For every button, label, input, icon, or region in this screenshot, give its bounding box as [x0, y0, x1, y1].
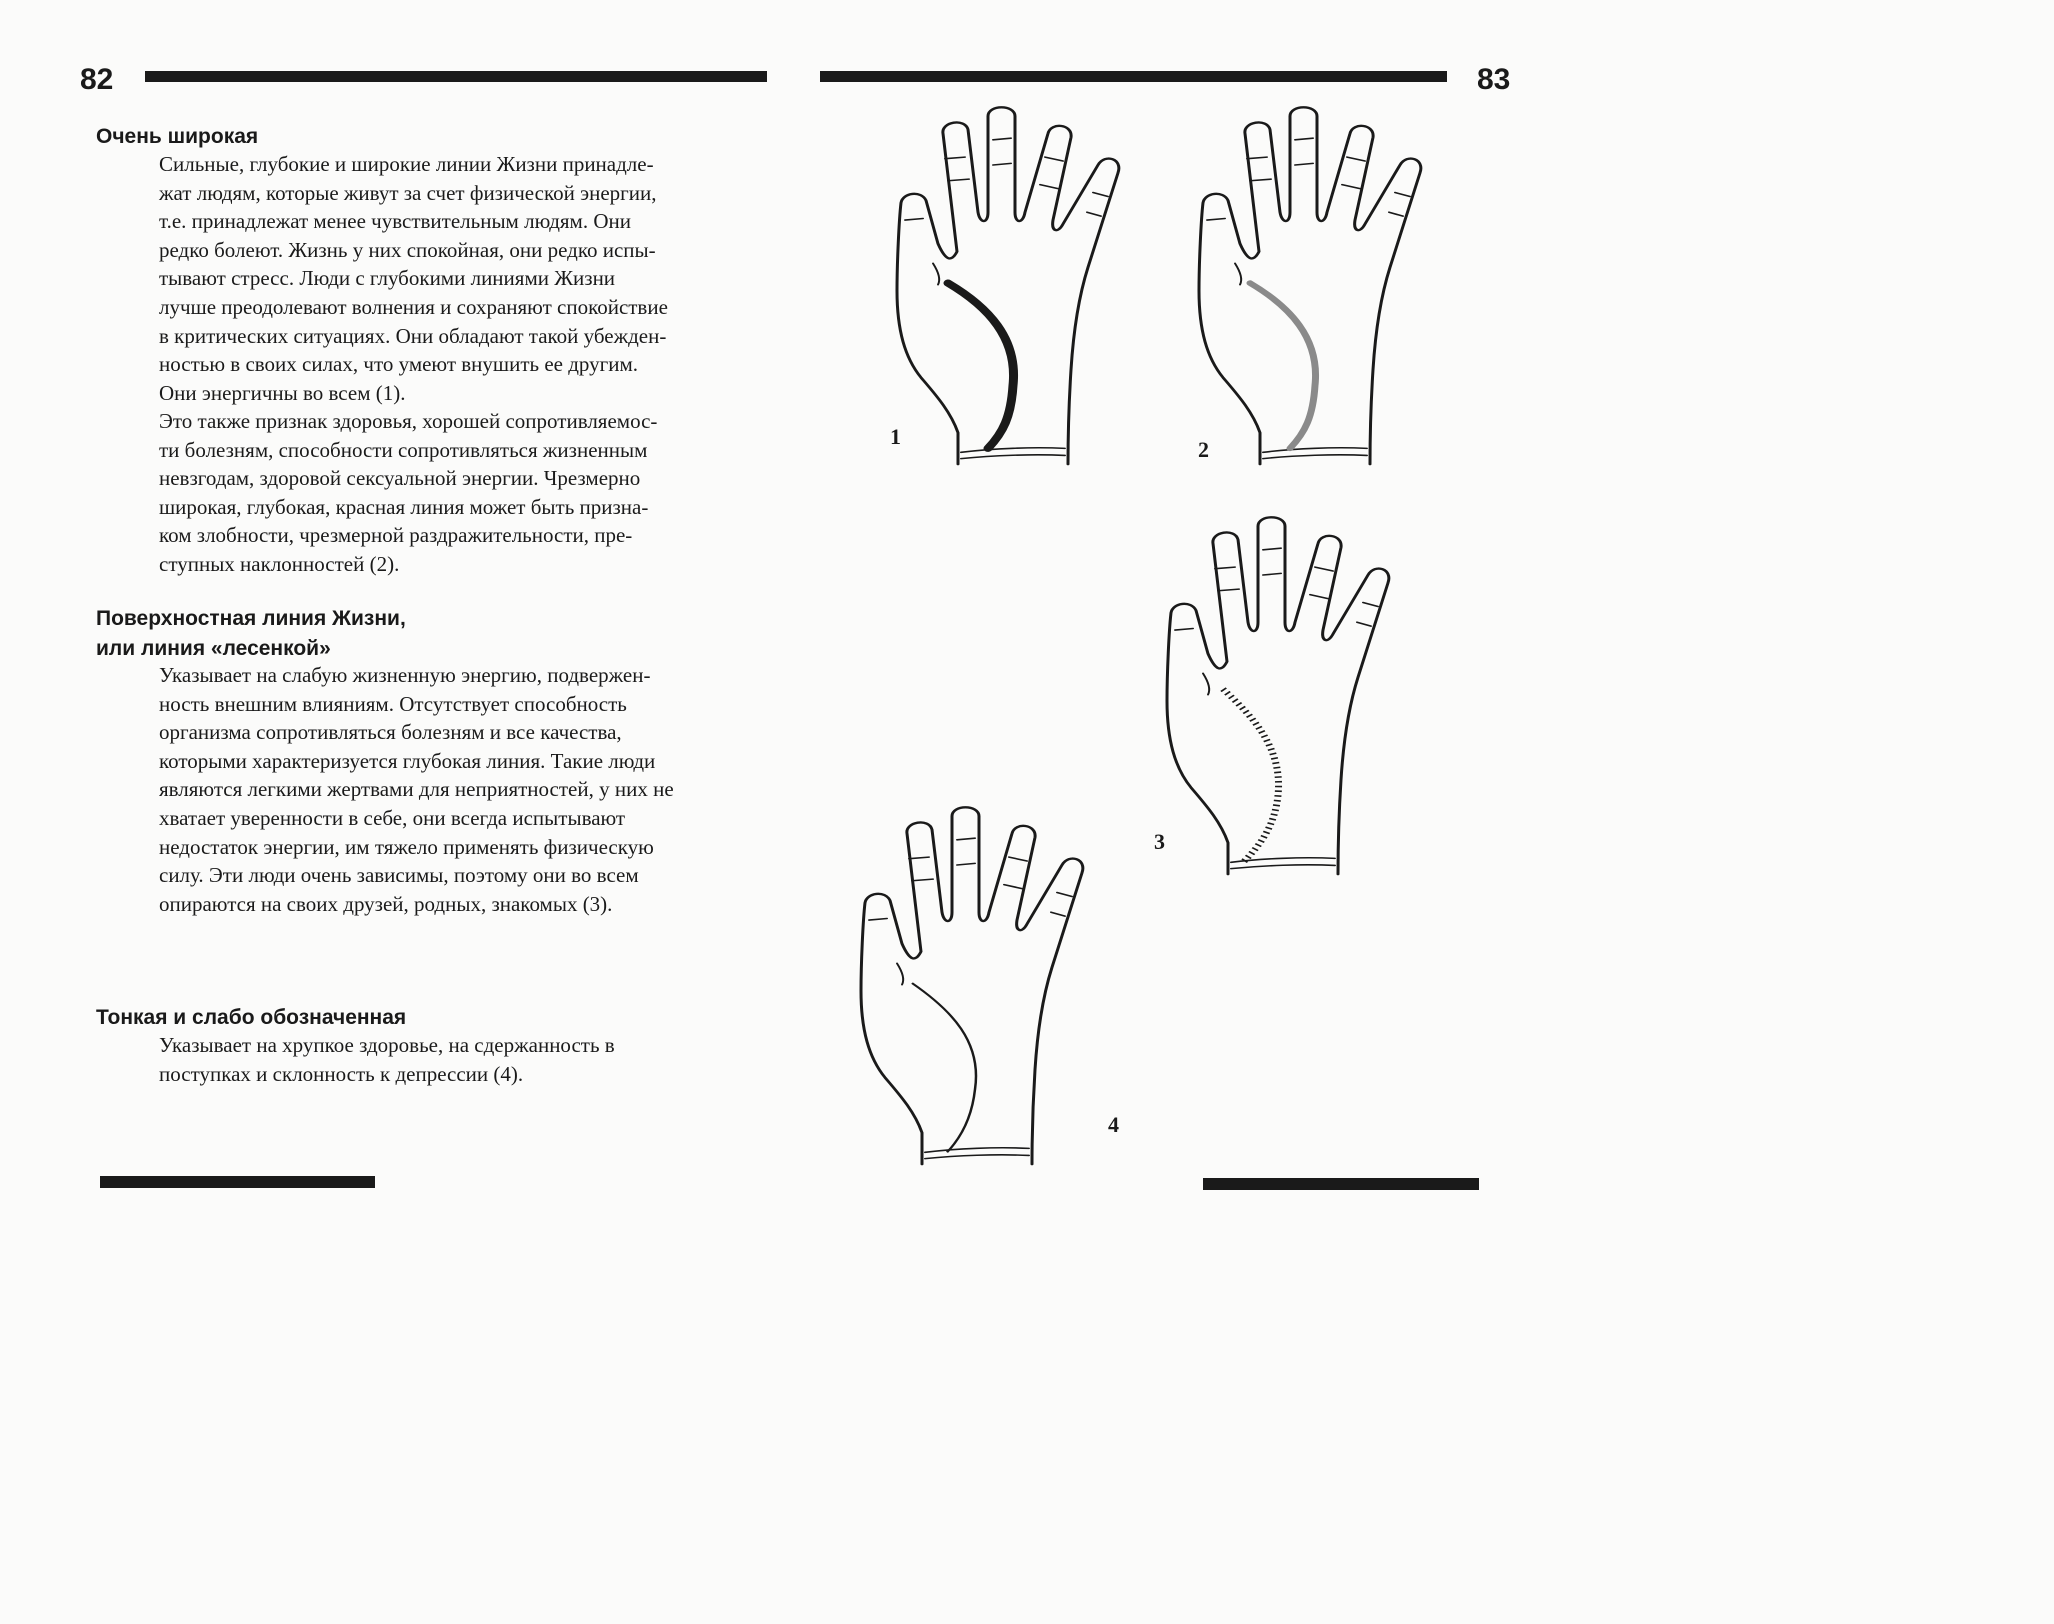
- page-number-right: 83: [1477, 63, 1511, 96]
- paragraph-thin-line: Указывает на хрупкое здоровье, на сдержанность в поступках и склонность к депрессии (4).: [159, 1033, 615, 1086]
- paragraph-shallow-line: Указывает на слабую жизненную энергию, подвержен- ность внешним влияниям. Отсутствует способность организма сопротивляться болезням и все качества, которыми характеризуется глубокая линия. Такие люди являются легкими жертвами для неприятностей, у них не хватает уверенности в себе, они всегда испытывают недостаток энергии, им тяжело применять физическую силу. Эти люди очень зависимы, поэтому они во всем опираются на своих друзей, родных, знакомых (3).: [159, 663, 674, 916]
- header-rule-right: [820, 71, 1447, 82]
- hand-figure-2: [1195, 102, 1435, 472]
- figure-label-3: 3: [1154, 829, 1165, 854]
- figure-label-1: 1: [890, 424, 901, 449]
- section-heading-very-broad: Очень широкая: [96, 125, 259, 148]
- figure-label-4: 4: [1108, 1112, 1119, 1137]
- figure-label-2: 2: [1198, 437, 1209, 462]
- paragraph-very-broad-1: Сильные, глубокие и широкие линии Жизни принадле- жат людям, которые живут за счет физической энергии, т.е. принадлежат менее чувствительным людям. Они редко болеют. Жизнь у них спокойная, они редко испы- тывают стресс. Люди с глубокими линиями Жизни лучше преодолевают волнения и сохраняют спокойствие в критических ситуациях. Они обладают такой убежден- ностью в своих силах, что умеют внушить ее другим. Они энергичны во всем (1).: [159, 152, 668, 405]
- header-rule-left: [145, 71, 767, 82]
- section-heading-shallow-line: Поверхностная линия Жизни, или линия «лесенкой»: [96, 607, 406, 660]
- footer-rule-left: [100, 1176, 375, 1188]
- hand-figure-4: [857, 802, 1097, 1172]
- page-number-left: 82: [80, 63, 114, 96]
- footer-rule-right: [1203, 1178, 1479, 1190]
- hand-figure-3: [1163, 512, 1403, 882]
- hand-figure-1: [893, 102, 1133, 472]
- paragraph-very-broad-2: Это также признак здоровья, хорошей сопротивляемос- ти болезням, способности сопротивляться жизненным невзгодам, здоровой сексуальной энергии. Чрезмерно широкая, глубокая, красная линия может быть призна- ком злобности, чрезмерной раздражительности, пре- ступных наклонностей (2).: [159, 409, 658, 576]
- section-heading-thin-line: Тонкая и слабо обозначенная: [96, 1006, 407, 1029]
